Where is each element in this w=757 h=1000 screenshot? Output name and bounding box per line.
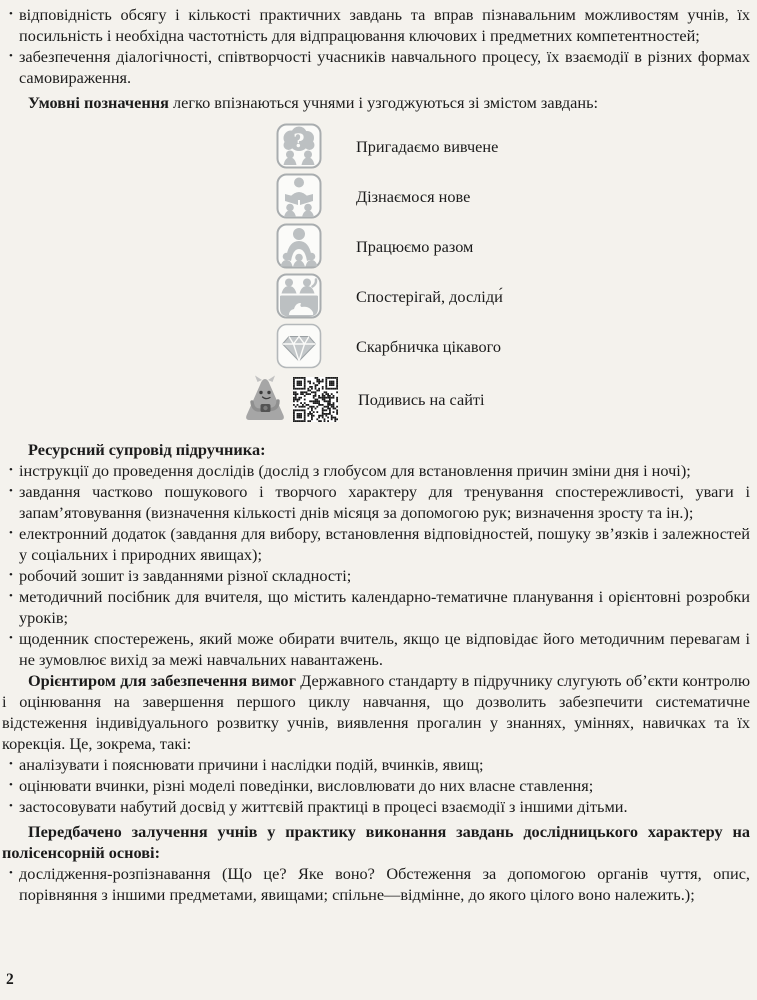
standard-lead-rest: Державного стандарту в підручнику слугують об’єкти контролю і оцінювання на завершення першого циклу навчання, що дозволить забезпечити систематичне відстеження індивідуального розвитку учнів, виявлення прогалин у знаннях, уміннях, навичках та їх корекція. Це, зокрема, такі: — [2, 671, 750, 753]
mascot-mountain-icon — [241, 374, 289, 424]
list-item: • застосовувати набутий досвід у життєвій практиці в процесі взаємодії з іншими дітьми. — [2, 796, 750, 817]
legend-label: Спостерігай, досліди́ — [356, 286, 503, 306]
legend-label: Дізнаємося нове — [356, 186, 471, 206]
learn-new-icon — [276, 173, 322, 219]
list-item: • аналізувати і пояснювати причини і наслідки подій, вчинків, явищ; — [2, 754, 750, 775]
list-item: • завдання частково пошукового і творчого характеру для тренування спостережливості, уваги і запам’ятовування (визначення кількості днів місяця за допомогою рук; визначення зросту та ін.); — [2, 481, 750, 523]
legend-row — [2, 321, 750, 371]
intro-bullet-list — [2, 4, 750, 88]
legend-label: Пригадаємо вивчене — [356, 136, 499, 156]
practice-bullet-list — [2, 863, 750, 905]
list-item: • інструкції до проведення дослідів (дослід з глобусом для встановлення причин зміни дня і ночі); — [2, 460, 750, 481]
legend-row — [2, 171, 750, 221]
legend-row — [2, 221, 750, 271]
resources-bullet-list — [2, 460, 750, 670]
legend-intro-bold: Умовні позначення — [28, 93, 169, 112]
list-item: • оцінювати вчинки, різні моделі поведінки, висловлювати до них власне ставлення; — [2, 775, 750, 796]
qr-code-icon — [293, 377, 338, 422]
legend-intro-paragraph — [2, 92, 750, 113]
legend-intro-rest: легко впізнаються учнями і узгоджуються зі змістом завдань: — [168, 93, 599, 112]
legend-label: Подивись на сайті — [358, 389, 485, 409]
list-item: • електронний додаток (завдання для вибору, встановлення відповідностей, пошуку зв’язків і залежностей у соціальних і природних явищах); — [2, 523, 750, 565]
observe-investigate-icon — [276, 273, 322, 319]
list-item: • забезпечення діалогічності, співтворчості учасників навчального процесу, їх взаємодії в різних формах самовираження. — [2, 46, 750, 88]
standard-lead-bold: Орієнтиром для забезпечення вимог — [28, 671, 296, 690]
standard-paragraph — [2, 670, 750, 754]
list-item: • робочий зошит із завданнями різної складності; — [2, 565, 750, 586]
teamwork-icon — [276, 223, 322, 269]
legend-section — [2, 121, 750, 427]
legend-row — [2, 271, 750, 321]
legend-label: Скарбничка цікавого — [356, 336, 502, 356]
list-item: • дослідження-розпізнавання (Що це? Яке воно? Обстеження за допомогою органів чуття, опис, порівняння з іншими предметами, явищами; спільне—відмінне, до якого цілого воно належить.); — [2, 863, 750, 905]
practice-paragraph: Передбачено залучення учнів у практику виконання завдань дослідницького характеру на полісенсорній основі: — [2, 822, 750, 862]
list-item: • щоденник спостережень, який може обирати вчитель, якщо це відповідає його методичним перевагам і не зумовлює вихід за межі навчальних навантажень. — [2, 628, 750, 670]
resources-heading: Ресурсний супровід підручника: — [28, 440, 266, 459]
legend-label: Працюємо разом — [356, 236, 474, 256]
recall-icon — [276, 123, 322, 169]
legend-row — [2, 371, 750, 427]
svg-text:?: ? — [293, 130, 305, 152]
list-item: • відповідність обсягу і кількості практичних завдань та вправ пізнавальним можливостям учнів, їх посильність і необхідна частотність для відпрацювання ключових і предметних компетентностей; — [2, 4, 750, 46]
list-item: • методичний посібник для вчителя, що містить календарно-тематичне планування і орієнтовні розробки уроків; — [2, 586, 750, 628]
page-number: 2 — [6, 971, 14, 988]
legend-row — [2, 121, 750, 171]
treasure-gem-icon — [276, 323, 322, 369]
standard-bullet-list — [2, 754, 750, 817]
